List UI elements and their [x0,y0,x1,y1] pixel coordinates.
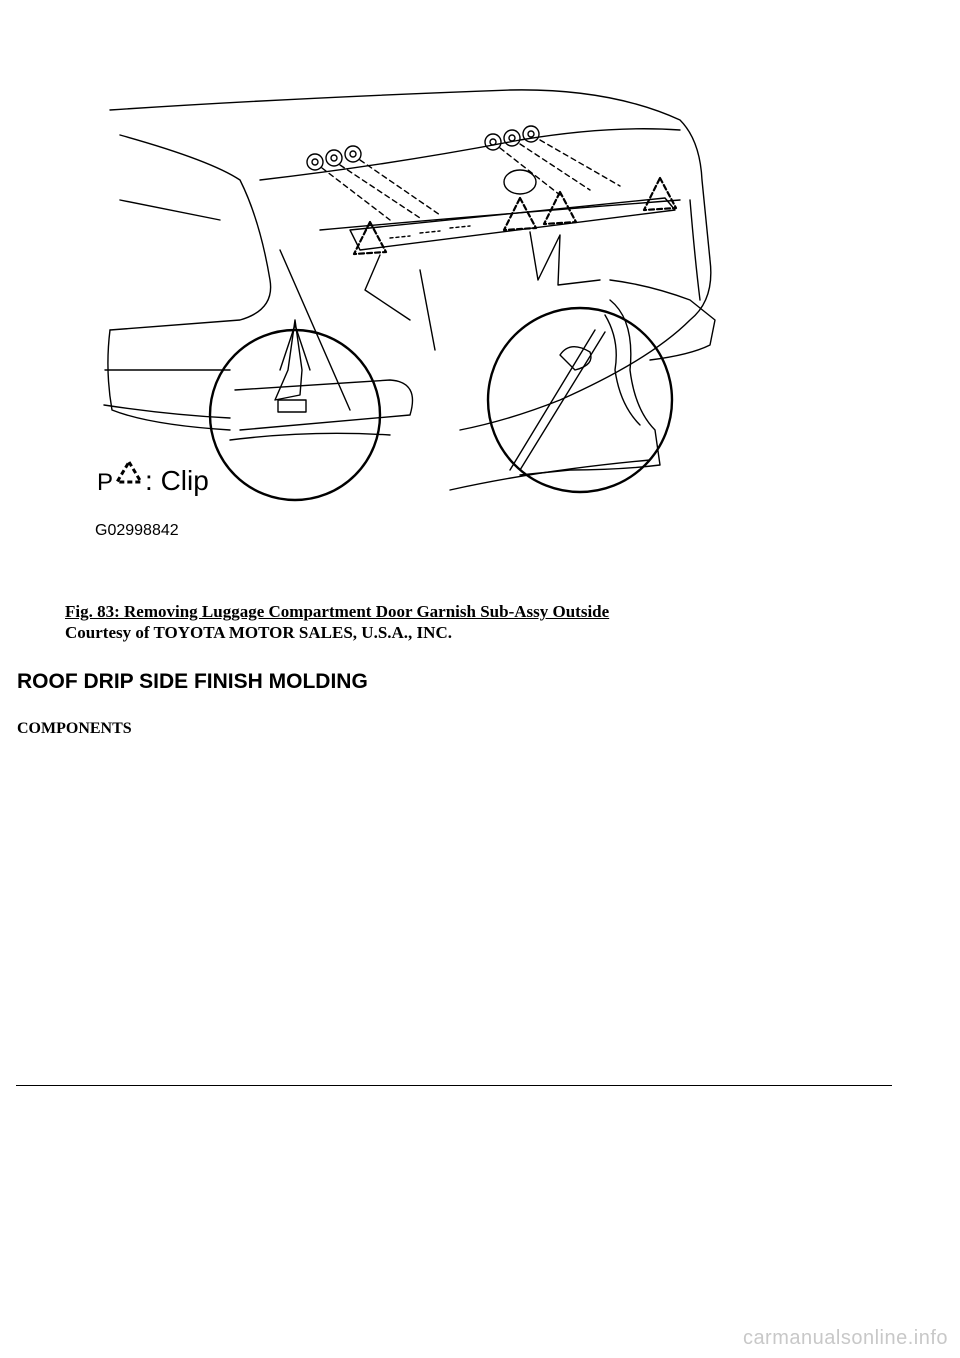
section-heading: ROOF DRIP SIDE FINISH MOLDING [17,670,368,693]
figure-caption-credit: Courtesy of TOYOTA MOTOR SALES, U.S.A., INC. [65,623,452,642]
page-divider [16,1085,892,1086]
detail-circle-clip-front [210,320,413,500]
callout-pointer-left [365,255,410,320]
figure-legend [97,465,209,497]
bolt-group-right [485,126,620,195]
car-rear-outline [104,90,715,490]
callout-pointer-right [530,232,600,285]
garnish-bar [350,198,675,250]
detail-circle-clip-side [488,300,672,492]
sub-heading: COMPONENTS [17,720,132,737]
figure-caption-title: Fig. 83: Removing Luggage Compartment Door Garnish Sub-Assy Outside [65,602,610,621]
figure-code: G02998842 [95,522,179,539]
watermark: carmanualsonline.info [742,1327,948,1349]
legend-label: : Clip [145,465,209,496]
legend-letter: P [97,469,114,496]
clip-triangle-icon [115,460,143,484]
